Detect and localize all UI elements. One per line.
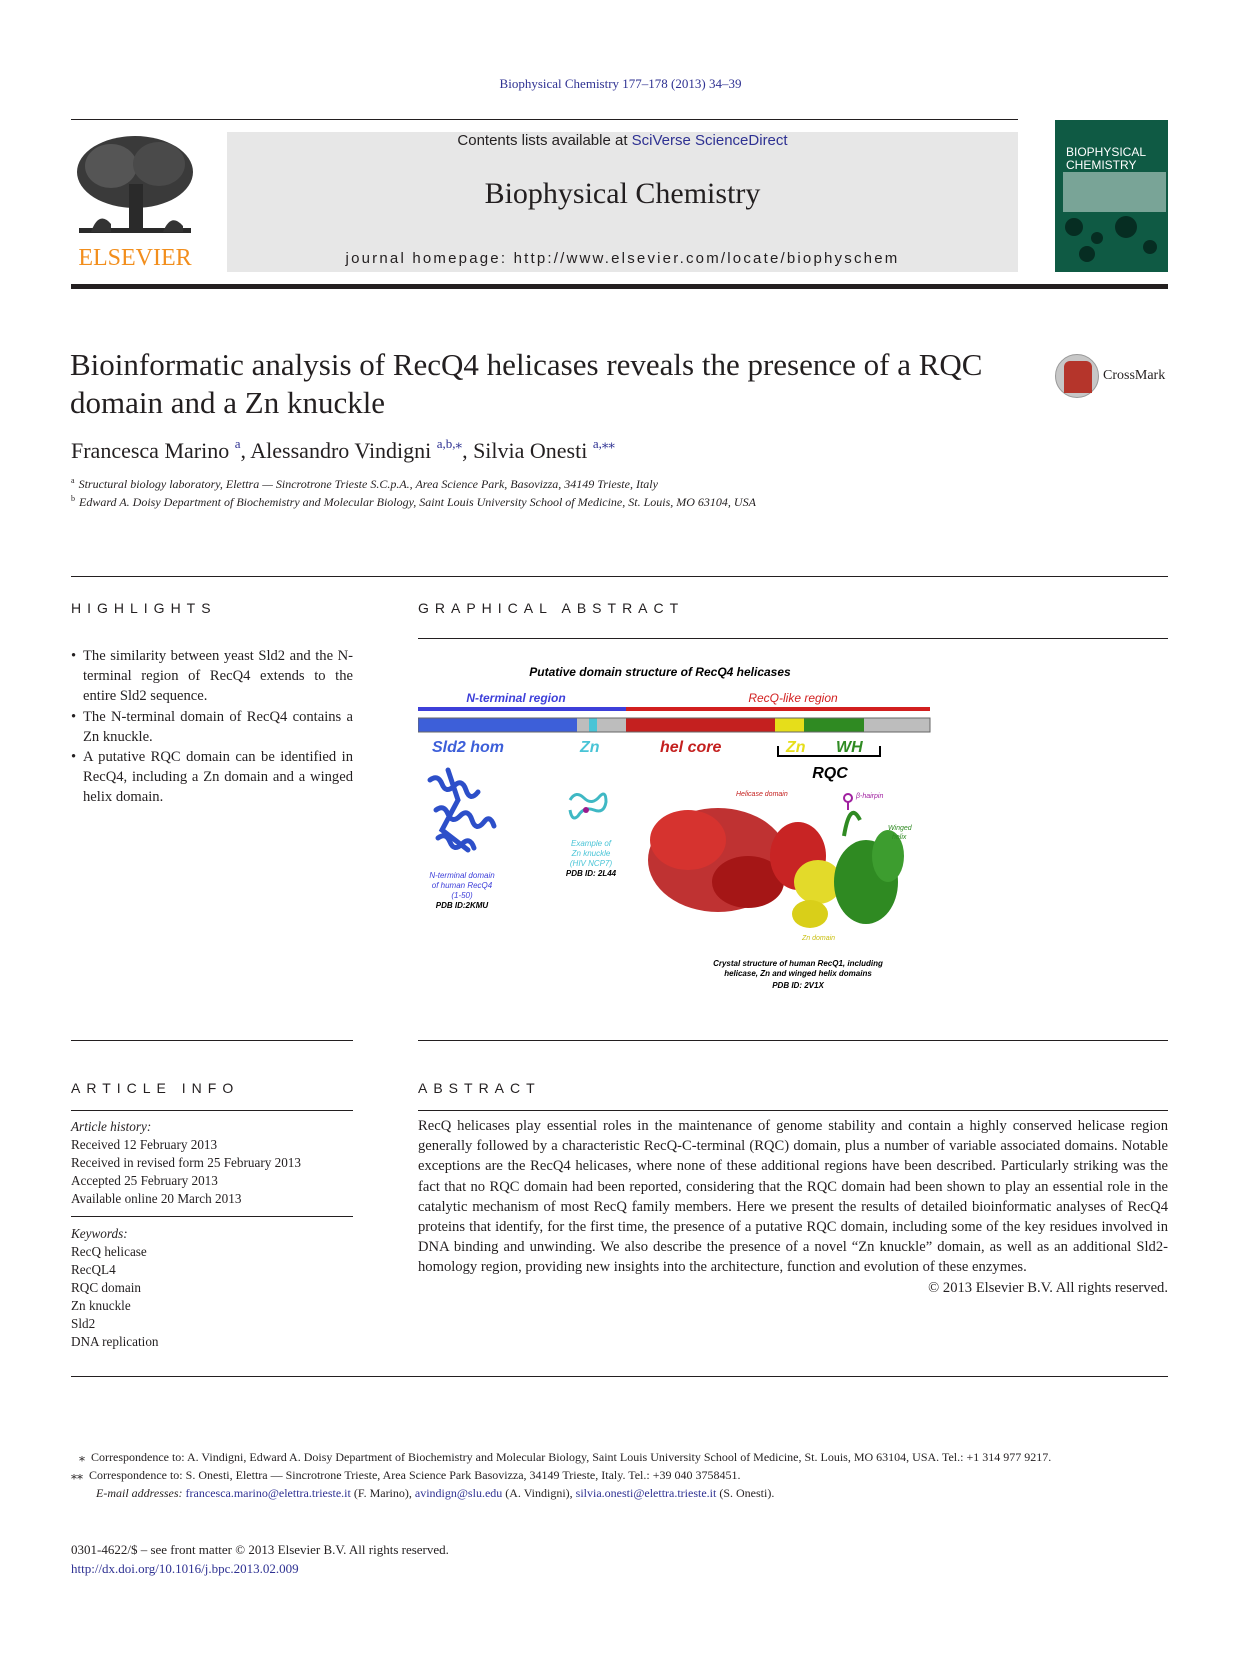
c-terminal-bar bbox=[864, 718, 930, 732]
left-caption-line: (1-50) bbox=[451, 891, 473, 900]
journal-homepage[interactable]: journal homepage: http://www.elsevier.com/locate/biophyschem bbox=[345, 250, 900, 267]
email-link[interactable]: avindign@slu.edu bbox=[414, 1486, 503, 1500]
domain-figure bbox=[418, 660, 938, 1000]
bottom-info bbox=[71, 1540, 449, 1578]
mid-pdb-id: PDB ID: 2L44 bbox=[565, 869, 617, 878]
crossmark-badge[interactable] bbox=[1055, 354, 1168, 400]
history-item: Available online 20 March 2013 bbox=[71, 1191, 242, 1206]
contents-prefix: Contents lists available at bbox=[457, 132, 632, 149]
zn-domain-label: Zn domain bbox=[802, 935, 836, 942]
affiliation-mark: b bbox=[71, 494, 75, 503]
affiliation-text: Edward A. Doisy Department of Biochemistry and Molecular Biology, Saint Louis University School of Medicine, St. Louis, MO 63104, USA bbox=[79, 495, 756, 509]
keyword-item: RecQ helicase bbox=[71, 1244, 147, 1259]
cover-dot bbox=[1143, 240, 1157, 254]
footnote bbox=[71, 1448, 1168, 1466]
article-title: Bioinformatic analysis of RecQ4 helicases reveals the presence of a RQC domain and a Zn knuckle bbox=[70, 347, 983, 420]
recq-like-label: RecQ-like region bbox=[748, 691, 838, 705]
author-affiliation-mark[interactable]: a,b,⁎ bbox=[436, 436, 463, 451]
left-caption-line: of human RecQ4 bbox=[431, 881, 493, 890]
journal-banner bbox=[227, 132, 1018, 272]
section-rule bbox=[71, 576, 1168, 577]
journal-reference[interactable]: Biophysical Chemistry 177–178 (2013) 34–39 bbox=[499, 76, 742, 91]
linker-bar bbox=[577, 718, 589, 732]
copyright-line: © 2013 Elsevier B.V. All rights reserved. bbox=[928, 1279, 1168, 1296]
right-caption-line: helicase, Zn and winged helix domains bbox=[724, 969, 872, 978]
highlight-item: • The similarity between yeast Sld2 and the N-terminal region of RecQ4 extends to the entire Sld2 sequence. bbox=[71, 646, 353, 707]
section-rule bbox=[418, 1040, 1168, 1041]
section-rule bbox=[71, 1376, 1168, 1377]
email-label: E-mail addresses: bbox=[96, 1486, 183, 1500]
history-item: Received 12 February 2013 bbox=[71, 1137, 218, 1152]
contents-line bbox=[227, 132, 1018, 149]
author-name: Silvia Onesti bbox=[473, 438, 588, 463]
keyword-item: Zn knuckle bbox=[71, 1298, 131, 1313]
abstract-text: RecQ helicases play essential roles in the maintenance of genome stability and contain a highly conserved helicase region generally followed by a characteristic RecQ-C-terminal (RQC) domain, plus a number of variable associated domains. Notable exceptions are the RecQ4 helicases, where none of these additional regions have been described. Particularly striking was the fact that no RQC domain had been reported, considering that the RQC domain had been shown to play an essential role in the catalytic mechanism of most RecQ family members. Here we present the results of detailed bioinformatic analyses of RecQ4 proteins that identify, for the first time, the presence of a putative RQC domain, including some of the key residues involved in DNA binding and unwinding. We also describe the presence of a novel “Zn knuckle” domain, as well as an additional Sld2-homology region, providing new insights into the architecture, function and evolution of these enzymes. bbox=[418, 1118, 1168, 1276]
affiliation bbox=[71, 476, 658, 492]
left-caption-line: N-terminal domain bbox=[429, 871, 495, 880]
elsevier-wordmark: ELSEVIER bbox=[78, 245, 192, 271]
section-rule bbox=[71, 1216, 353, 1217]
cover-dot bbox=[1065, 218, 1083, 236]
winged-helix-label: helix bbox=[892, 834, 907, 841]
keyword-item: RecQL4 bbox=[71, 1262, 116, 1277]
author-affiliation-mark[interactable]: a bbox=[234, 436, 241, 451]
highlight-item: • The N-terminal domain of RecQ4 contains a Zn knuckle. bbox=[71, 707, 353, 747]
history-label: Article history: bbox=[71, 1119, 152, 1134]
zn-n-label: Zn bbox=[580, 739, 600, 756]
history-item: Received in revised form 25 February 2013 bbox=[71, 1155, 301, 1170]
linker-bar bbox=[597, 718, 626, 732]
keyword-item: RQC domain bbox=[71, 1280, 141, 1295]
sld2-structure bbox=[430, 770, 494, 850]
keywords-label: Keywords: bbox=[71, 1226, 128, 1241]
cover-title-line: CHEMISTRY bbox=[1066, 158, 1137, 172]
rqc-label: RQC bbox=[812, 765, 848, 782]
right-pdb-id: PDB ID: 2V1X bbox=[772, 981, 824, 990]
beta-hairpin-label: β-hairpin bbox=[856, 793, 884, 800]
email-line bbox=[71, 1484, 1168, 1502]
article-info bbox=[71, 1118, 353, 1351]
helicase-domain-label: Helicase domain bbox=[736, 791, 788, 798]
header-rule bbox=[71, 119, 1018, 120]
section-rule bbox=[71, 1110, 353, 1111]
keyword-item: DNA replication bbox=[71, 1334, 159, 1349]
highlights-list bbox=[71, 646, 353, 808]
email-owner: (A. Vindigni), bbox=[505, 1486, 573, 1500]
author-list: Francesca Marino $^a$, Alessandro Vindigni $^{a,b,⁎}$, Silvia Onesti $^{a,⁎⁎}$ bbox=[71, 436, 615, 463]
footnote-text: Correspondence to: S. Onesti, Elettra — Sincrotrone Trieste, Area Science Park Basovizza, 34149 Trieste, Italy. Tel.: +39 040 3758451. bbox=[89, 1468, 741, 1482]
recq-like-line bbox=[626, 707, 930, 711]
sld2-domain-bar bbox=[418, 718, 577, 732]
section-rule bbox=[418, 638, 1168, 639]
cover-title bbox=[1066, 146, 1166, 172]
section-rule bbox=[418, 1110, 1168, 1111]
elsevier-tree-icon bbox=[71, 132, 199, 244]
hel-core-label: hel core bbox=[660, 739, 722, 756]
abstract-body bbox=[418, 1116, 1168, 1298]
recq1-structure bbox=[648, 794, 904, 928]
cover-band bbox=[1063, 172, 1166, 212]
graphical-abstract-heading: GRAPHICAL ABSTRACT bbox=[418, 600, 685, 616]
figure-title: Putative domain structure of RecQ4 helicases bbox=[529, 665, 791, 679]
cover-dot bbox=[1079, 246, 1095, 262]
issn-line: 0301-4622/$ – see front matter © 2013 Elsevier B.V. All rights reserved. bbox=[71, 1542, 449, 1557]
affiliation-mark: a bbox=[71, 476, 75, 485]
article-info-heading: ARTICLE INFO bbox=[71, 1080, 240, 1096]
sciencedirect-link[interactable]: SciVerse ScienceDirect bbox=[631, 132, 788, 149]
footnote-mark: ⁎ bbox=[79, 1450, 85, 1464]
footnotes bbox=[71, 1448, 1168, 1502]
mid-caption-line: Zn knuckle bbox=[571, 849, 611, 858]
section-rule bbox=[71, 1040, 353, 1041]
footnote bbox=[71, 1466, 1168, 1484]
crossmark-label: CrossMark bbox=[1103, 368, 1166, 383]
highlight-item: • A putative RQC domain can be identified in RecQ4, including a Zn domain and a winged helix domain. bbox=[71, 747, 353, 808]
zn-knuckle-structure bbox=[570, 794, 606, 818]
journal-title: Biophysical Chemistry bbox=[484, 177, 761, 210]
email-owner: (S. Onesti). bbox=[719, 1486, 775, 1500]
mid-caption-line: (HIV NCP7) bbox=[569, 859, 613, 868]
email-link[interactable]: francesca.marino@elettra.trieste.it bbox=[185, 1486, 351, 1500]
zn-knuckle-bar bbox=[589, 718, 597, 732]
journal-cover bbox=[1055, 120, 1168, 272]
crossmark-icon bbox=[1055, 354, 1099, 398]
zn-domain-bar bbox=[775, 718, 804, 732]
n-terminal-label: N-terminal region bbox=[466, 691, 566, 705]
footnote-text: Correspondence to: A. Vindigni, Edward A. Doisy Department of Biochemistry and Molecular Biology, Saint Louis University School of Medicine, St. Louis, MO 63104, USA. Tel.: +1 314 977 9217. bbox=[91, 1450, 1052, 1464]
cover-title-line: BIOPHYSICAL bbox=[1066, 145, 1147, 159]
right-caption-line: Crystal structure of human RecQ1, including bbox=[713, 959, 883, 968]
affiliation-text: Structural biology laboratory, Elettra — Sincrotrone Trieste S.C.p.A., Area Science Park, Basovizza, 34149 Trieste, Italy bbox=[78, 477, 658, 491]
doi-link[interactable]: http://dx.doi.org/10.1016/j.bpc.2013.02.009 bbox=[71, 1561, 299, 1576]
n-terminal-line bbox=[418, 707, 626, 711]
affiliation bbox=[71, 494, 756, 510]
abstract-heading: ABSTRACT bbox=[418, 1080, 541, 1096]
email-link[interactable]: silvia.onesti@elettra.trieste.it bbox=[575, 1486, 717, 1500]
graphical-abstract-figure bbox=[418, 660, 938, 1000]
keyword-item: Sld2 bbox=[71, 1316, 96, 1331]
winged-helix-bar bbox=[804, 718, 864, 732]
zn-c-label: Zn bbox=[786, 739, 806, 756]
winged-helix-label: Winged bbox=[888, 825, 912, 832]
mid-caption-line: Example of bbox=[570, 839, 612, 848]
author-name: Alessandro Vindigni bbox=[250, 438, 432, 463]
cover-dot bbox=[1115, 216, 1137, 238]
left-pdb-id: PDB ID:2KMU bbox=[435, 901, 489, 910]
email-owner: (F. Marino), bbox=[353, 1486, 412, 1500]
author-name: Francesca Marino bbox=[71, 438, 230, 463]
helicase-core-bar bbox=[626, 718, 775, 732]
footnote-mark: ⁎⁎ bbox=[71, 1468, 83, 1482]
history-item: Accepted 25 February 2013 bbox=[71, 1173, 218, 1188]
highlights-heading: HIGHLIGHTS bbox=[71, 600, 217, 616]
cover-dot bbox=[1091, 232, 1103, 244]
elsevier-logo bbox=[71, 132, 199, 272]
author-affiliation-mark[interactable]: a,⁎⁎ bbox=[592, 436, 615, 451]
sld2-hom-label: Sld2 hom bbox=[432, 739, 505, 756]
header-thick-rule bbox=[71, 284, 1168, 289]
wh-label: WH bbox=[836, 739, 863, 756]
